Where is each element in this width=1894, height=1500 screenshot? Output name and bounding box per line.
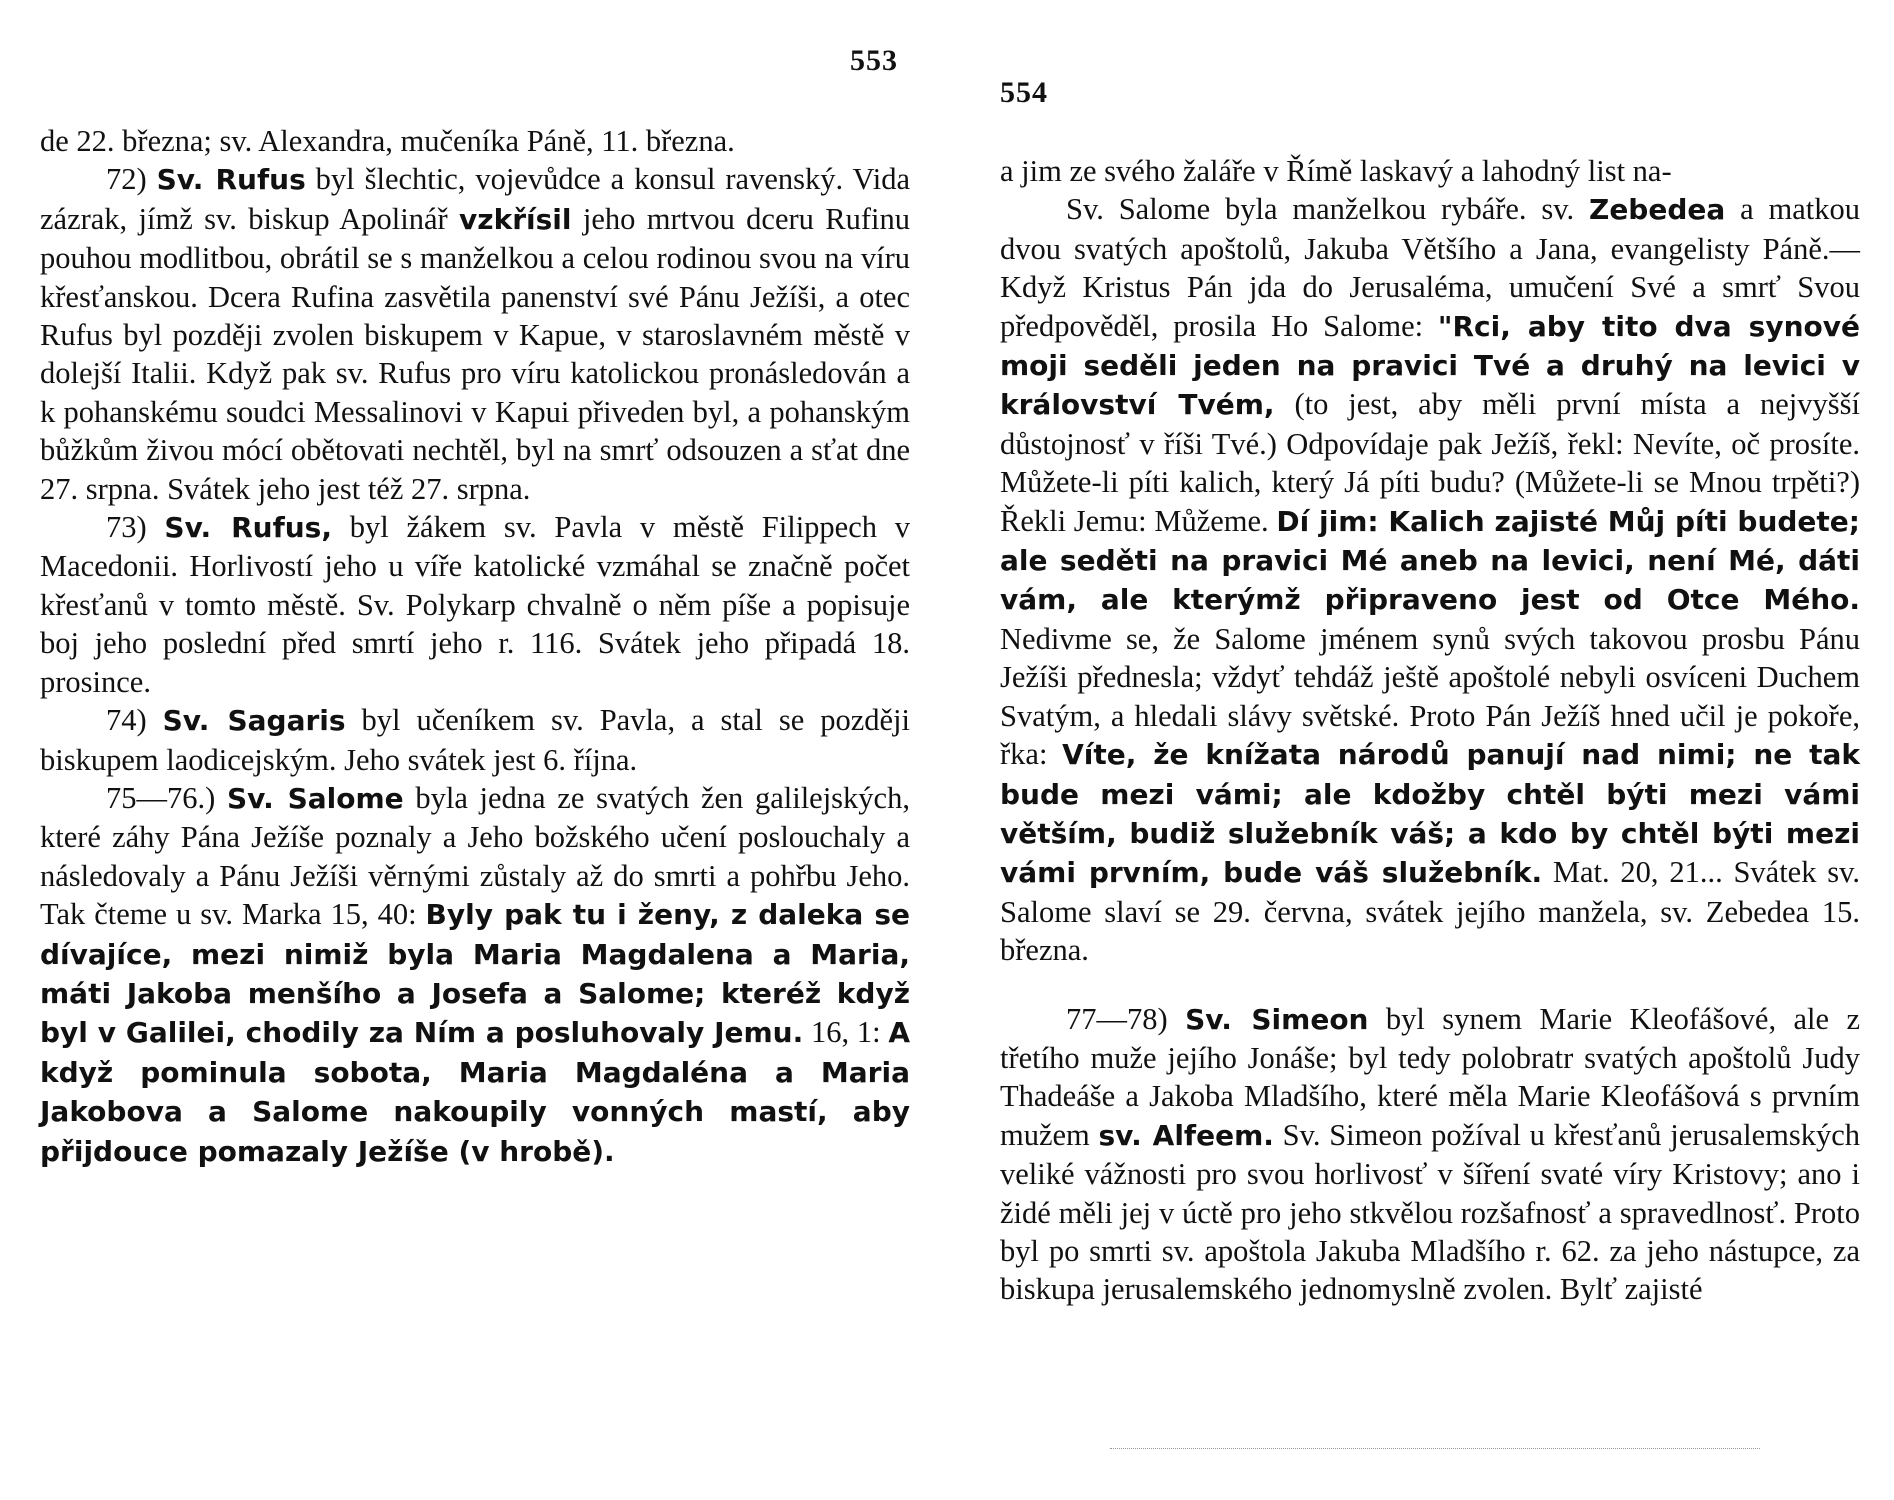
- paragraph: [40, 160, 910, 508]
- page-body: [40, 122, 910, 1171]
- bold-run: "Rci, aby tito dva synové moji seděli jeden na pravici Tvé a druhý na levici v království Tvém,: [1000, 309, 1860, 422]
- text-run: Sv. Simeon požíval u křesťanů jerusalemských veliké vážnosti pro svou horlivosť v šíření svaté víry Kristovy; ano i židé měli jej v úctě pro jeho stkvělou rozšafnosť a spravedlnosť. Proto byl po smrti sv. apoštola Jakuba Mladšího r. 62. za jeho nástupce, za biskupa jerusalemského jednomyslně zvolen. Bylť zajisté: [1000, 1117, 1860, 1307]
- text-run: jeho mrtvou dceru Rufinu pouhou modlitbou, obrátil se s manželkou a celou rodinou svou na víru křesťanskou. Dcera Rufina zasvětila panenství své Pánu Ježíši, a otec Rufus byl později zvolen biskupem v Kapue, v staroslavném městě v dolejší Italii. Když pak sv. Rufus pro víru katolickou pronásledován a k pohanskému soudci Messalinovi v Kapui přiveden byl, a pohanským bůžkům živou mócí obětovati nechtěl, byl na smrť odsouzen a sťat dne 27. srpna. Svátek jeho jest též 27. srpna.: [40, 201, 910, 506]
- bold-run: Sv. Sagaris: [162, 704, 346, 738]
- text-run: 16, 1:: [803, 1015, 889, 1050]
- text-run: 74): [106, 703, 163, 738]
- bold-run: Sv. Rufus,: [164, 511, 332, 545]
- text-run: byl učeníkem sv. Pavla, a stal se později biskupem laodicejským. Jeho svátek jest 6. října.: [40, 703, 910, 777]
- text-run: a jim ze svého žaláře v Římě laskavý a lahodný list na-: [1000, 154, 1672, 188]
- paragraph: [1000, 190, 1860, 969]
- text-run: byl šlechtic, vojevůdce a konsul ravenský. Vida zázrak, jímž sv. biskup Apolinář: [40, 162, 910, 236]
- bold-run: Sv. Salome: [226, 781, 404, 815]
- page-body: [1000, 152, 1860, 1309]
- bold-run: Sv. Simeon: [1185, 1002, 1369, 1036]
- text-run: Sv. Salome byla manželkou rybáře. sv.: [1066, 192, 1590, 227]
- text-run: byl synem Marie Kleofášové, ale z třetího muže jejího Jonáše; byl tedy polobratr svatých apoštolů Judy Thadeáše a Jakoba Mladšího, které měla Marie Kleofášová s prvním mužem: [1000, 1001, 1860, 1152]
- text-run: de 22. března; sv. Alexandra, mučeníka Páně, 11. března.: [40, 124, 735, 158]
- paragraph: [40, 779, 910, 1171]
- bold-run: Dí jim: Kalich zajisté Můj píti budete; ale seděti na pravici Mé aneb na levici, není Mé, dáti vám, ale kterýmž připraveno jest od Otce Mého.: [1000, 504, 1860, 617]
- bold-run: Byly pak tu i ženy, z daleka se dívajíce, mezi nimiž byla Maria Magdalena a Maria, máti Jakoba menšího a Josefa a Salome; kteréž když byl v Galilei, chodily za Ním a posluhovaly Jemu.: [40, 898, 910, 1050]
- paragraph: [40, 508, 910, 701]
- text-run: Mat. 20, 21... Svátek sv. Salome slaví se 29. června, svátek jejího manžela, sv. Zebedea 15. března.: [1000, 855, 1861, 968]
- text-run: 73): [106, 510, 165, 545]
- text-run: byl žákem sv. Pavla v městě Filippech v Macedonii. Horlivostí jeho u víře katolické vzmáhal se značně počet křesťanů v tomto městě. Sv. Polykarp chvalně o něm píše a popisuje boj jeho poslední před smrtí jeho r. 116. Svátek jeho připadá 18. prosince.: [40, 510, 910, 699]
- text-run: byla jedna ze svatých žen galilejských, které záhy Pána Ježíše poznaly a Jeho božského učení poslouchaly a následovaly a Pánu Ježíši věrnými zůstaly až do smrti a pohřbu Jeho. Tak čteme u sv. Marka 15, 40:: [40, 780, 910, 932]
- bold-run: sv. Alfeem.: [1098, 1118, 1274, 1152]
- paragraph: [1000, 1000, 1860, 1309]
- paragraph: [40, 701, 910, 779]
- bold-run: Sv. Rufus: [156, 163, 306, 197]
- text-run: a matkou dvou svatých apoštolů, Jakuba Většího a Jana, evangelisty Páně.—Když Kristus Pán jda do Jerusaléma, umučení Své a smrť Svou předpověděl, prosila Ho Salome:: [1000, 192, 1860, 343]
- bottom-rule: [1110, 1448, 1760, 1449]
- text-run: 72): [106, 162, 157, 197]
- page-number: 554: [1000, 76, 1048, 109]
- page-number: 553: [850, 44, 898, 77]
- bold-run: Víte, že knížata národů panují nad nimi; ne tak bude mezi vámi; ale kdožby chtěl býti mezi vámi větším, budiž služebník váš; a kdo by chtěl býti mezi vámi prvním, bude váš služebník.: [1000, 738, 1860, 890]
- paragraph: [1000, 152, 1860, 190]
- text-run: (to jest, aby měli první místa a nejvyšší důstojnosť v říši Tvé.) Odpovídaje pak Ježíš, řekl: Nevíte, oč prosíte. Můžete-li píti kalich, který Já píti budu? (Můžete-li se Mnou trpěti?) Řekli Jemu: Můžeme.: [1000, 387, 1860, 538]
- paragraph: [40, 122, 910, 160]
- bold-run: vzkřísil: [459, 202, 572, 236]
- text-run: Nedivme se, že Salome jménem synů svých takovou prosbu Pánu Ježíši přednesla; vždyť tehdáž ještě apoštolé nebyli osvíceni Duchem Svatým, a hledali slávy světské. Proto Pán Ježíš hned učil je pokoře, řka:: [1000, 621, 1860, 772]
- bold-run: A když pominula sobota, Maria Magdaléna a Maria Jakobova a Salome nakoupily vonných mastí, aby přijdouce pomazaly Ježíše (v hrobě).: [40, 1016, 910, 1168]
- bold-run: Zebedea: [1589, 193, 1726, 227]
- text-run: 77—78): [1066, 1001, 1186, 1036]
- text-run: 75—76.): [106, 780, 227, 815]
